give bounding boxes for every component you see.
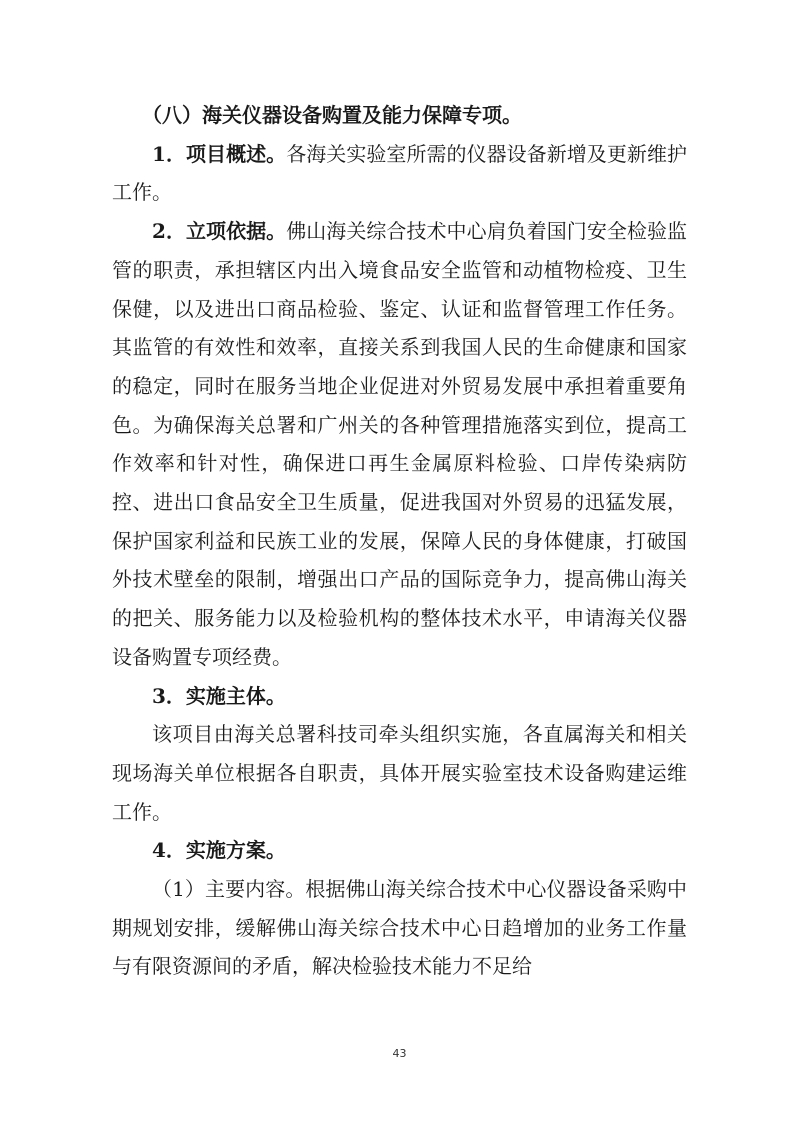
paragraph-basis (112, 212, 687, 676)
overview-heading: 1．项目概述。 (152, 141, 287, 166)
section-title: （八）海关仪器设备购置及能力保障专项。 (142, 103, 522, 127)
paragraph-plan-content (112, 870, 687, 986)
basis-text: 佛山海关综合技术中心肩负着国门安全检验监管的职责，承担辖区内出入境食品安全监管和动植物检疫、卫生保健，以及进出口商品检验、鉴定、认证和监督管理工作任务。其监管的有效性和效率，直接关系到我国人民的生命健康和国家的稳定，同时在服务当地企业促进对外贸易发展中承担着重要角色。为确保海关总署和广州关的各种管理措施落实到位，提高工作效率和针对性，确保进口再生金属原料检验、口岸传染病防控、进出口食品安全卫生质量，促进我国对外贸易的迅猛发展，保护国家利益和民族工业的发展，保障人民的身体健康，打破国外技术壁垒的限制，增强出口产品的国际竞争力，提高佛山海关的把关、服务能力以及检验机构的整体技术水平，申请海关仪器设备购置专项经费。 (112, 219, 688, 669)
implementer-text: 该项目由海关总署科技司牵头组织实施，各直属海关和相关现场海关单位根据各自职责，具体开展实验室技术设备购建运维工作。 (112, 722, 687, 824)
basis-heading: 2．立项依据。 (152, 219, 287, 244)
overview-text: 各海关实验室所需的仪器设备新增及更新维护工作。 (112, 141, 688, 205)
paragraph-implementer (112, 715, 687, 831)
plan-content-text: （1）主要内容。根据佛山海关综合技术中心仪器设备采购中期规划安排，缓解佛山海关综合技术中心日趋增加的业务工作量与有限资源间的矛盾，解决检验技术能力不足给 (112, 877, 687, 979)
implementer-heading: 3．实施主体。 (152, 683, 286, 708)
paragraph-plan-heading (112, 831, 687, 870)
paragraph-overview (112, 135, 687, 212)
document-body (112, 96, 687, 986)
paragraph-implementer-heading (112, 677, 687, 716)
plan-heading: 4．实施方案。 (152, 838, 286, 863)
page-number: 43 (392, 1047, 407, 1060)
